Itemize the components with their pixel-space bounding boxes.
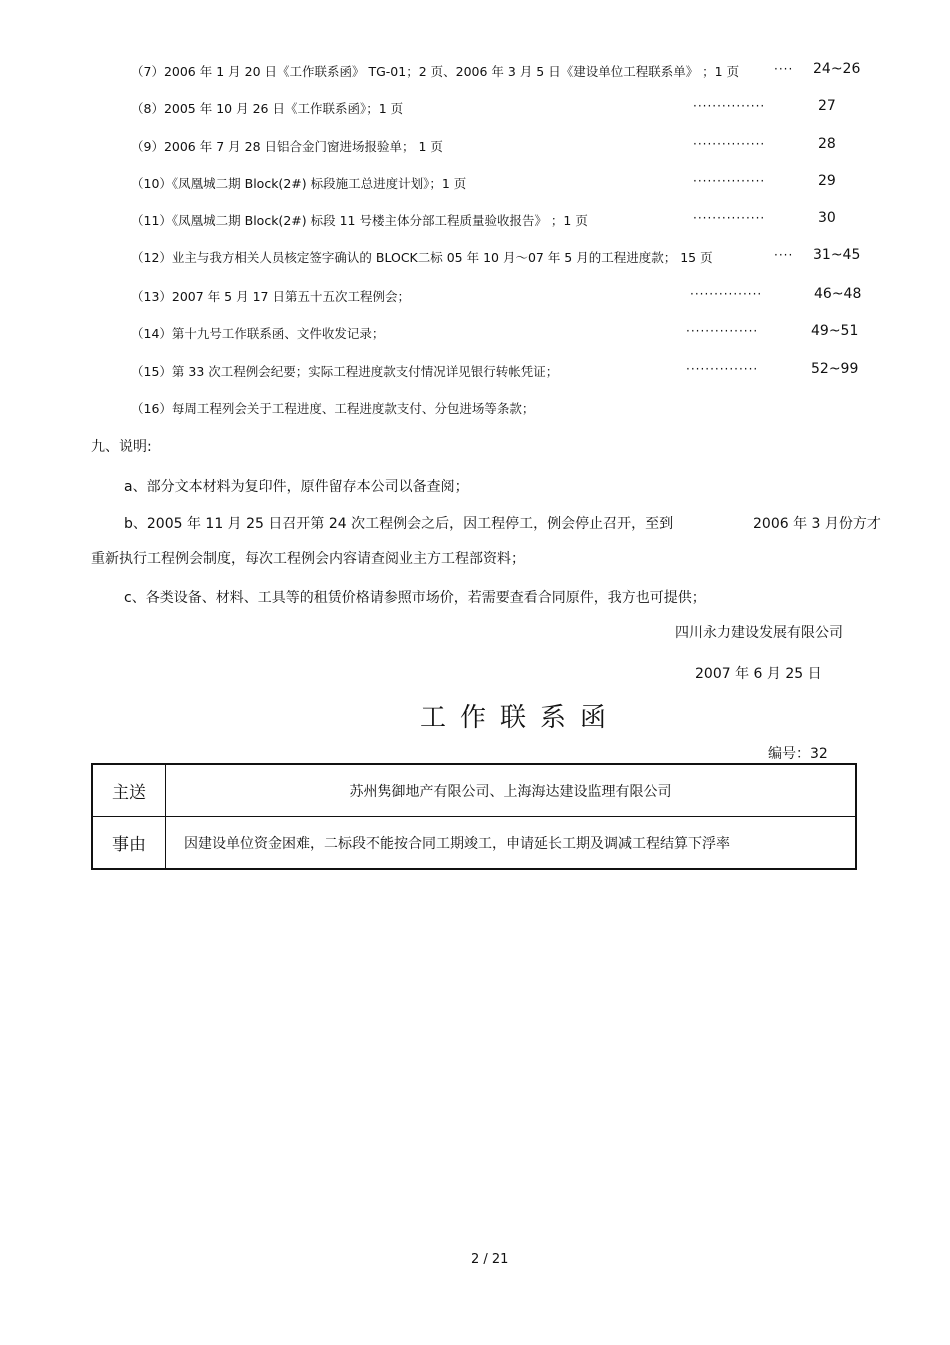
attachment-pages: 27 [818,98,836,114]
signature-date: 2007 年 6 月 25 日 [695,666,822,682]
leader-dots: ··············· [686,362,759,376]
memo-table [91,763,857,870]
subject-value: 因建设单位资金困难，二标段不能按合同工期竣工，申请延长工期及调减工程结算下浮率 [166,817,857,870]
leader-dots: ··············· [693,137,766,151]
to-value: 苏州隽御地产有限公司、上海海达建设监理有限公司 [166,764,857,817]
attachment-item-9: （9）2006 年 7 月 28 日铝合金门窗进场报验单； 1 页 [131,139,443,154]
signature-company: 四川永力建设发展有限公司 [675,625,843,641]
leader-dots: ···· [774,248,794,262]
attachment-item-7: （7）2006 年 1 月 20 日《工作联系函》 TG-01；2 页、2006 年 3 月 5 日《建设单位工程联系单》 ；1 页 [131,64,740,79]
table-row [92,817,856,870]
attachment-pages: 24~26 [813,61,861,77]
subject-label: 事由 [92,817,166,870]
page-number: 2 / 21 [471,1252,509,1267]
leader-dots: ··············· [693,174,766,188]
note-b-line1-tail: 2006 年 3 月份方才 [753,516,881,532]
memo-title: 工作联系函 [420,703,621,733]
attachment-pages: 30 [818,210,836,226]
attachment-item-10: （10）《凤凰城二期 Block(2#) 标段施工总进度计划》；1 页 [131,176,467,191]
attachment-pages: 28 [818,136,836,152]
attachment-item-13: （13）2007 年 5 月 17 日第五十五次工程例会； [131,289,410,304]
section-heading: 九、说明: [91,439,152,455]
leader-dots: ··············· [686,324,759,338]
attachment-pages: 31~45 [813,247,861,263]
note-c: c、各类设备、材料、工具等的租赁价格请参照市场价，若需要查看合同原件，我方也可提供； [124,590,706,606]
leader-dots: ··············· [693,211,766,225]
to-label: 主送 [92,764,166,817]
leader-dots: ···· [774,62,794,76]
memo-number: 编号：32 [768,746,828,762]
attachment-pages: 52~99 [811,361,859,377]
attachment-item-16: （16）每周工程列会关于工程进度、工程进度款支付、分包进场等条款； [131,401,535,416]
note-b-line1: b、2005 年 11 月 25 日召开第 24 次工程例会之后，因工程停工，例会停止召开，至到 [124,516,674,532]
attachment-item-8: （8）2005 年 10 月 26 日《工作联系函》；1 页 [131,101,404,116]
attachment-pages: 29 [818,173,836,189]
leader-dots: ··············· [693,99,766,113]
attachment-item-11: （11）《凤凰城二期 Block(2#) 标段 11 号楼主体分部工程质量验收报告》 ；1 页 [131,213,588,228]
leader-dots: ··············· [690,287,763,301]
attachment-pages: 46~48 [814,286,862,302]
attachment-pages: 49~51 [811,323,859,339]
attachment-item-15: （15）第 33 次工程例会纪要；实际工程进度款支付情况详见银行转帐凭证； [131,364,559,379]
note-a: a、部分文本材料为复印件，原件留存本公司以备查阅； [124,479,469,495]
attachment-item-14: （14）第十九号工作联系函、文件收发记录； [131,326,385,341]
table-row [92,764,856,817]
note-b-line2: 重新执行工程例会制度，每次工程例会内容请查阅业主方工程部资料； [91,551,525,567]
attachment-item-12: （12）业主与我方相关人员核定签字确认的 BLOCK二标 05 年 10 月～07 年 5 月的工程进度款； 15 页 [131,250,713,265]
